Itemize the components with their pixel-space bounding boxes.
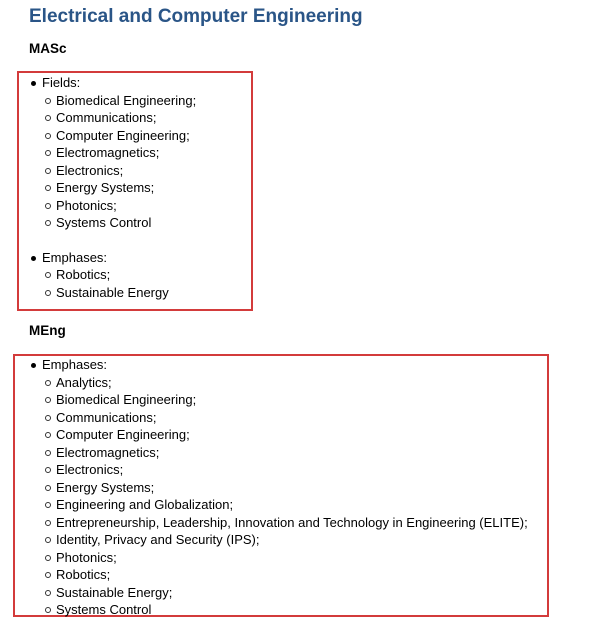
meng-heading: MEng <box>29 323 66 338</box>
masc-fields-list <box>42 92 196 232</box>
list-item: Entrepreneurship, Leadership, Innovation and Technology in Engineering (ELITE); <box>42 514 528 532</box>
meng-list <box>30 356 528 619</box>
list-item: Communications; <box>42 109 196 127</box>
list-item: Robotics; <box>42 266 196 284</box>
list-item: Electromagnetics; <box>42 144 196 162</box>
list-item: Electromagnetics; <box>42 444 528 462</box>
list-item: Analytics; <box>42 374 528 392</box>
list-item: Engineering and Globalization; <box>42 496 528 514</box>
list-item: Electronics; <box>42 461 528 479</box>
masc-heading: MASc <box>29 41 67 56</box>
list-item: Systems Control <box>42 601 528 619</box>
list-item: Photonics; <box>42 549 528 567</box>
list-item: Computer Engineering; <box>42 127 196 145</box>
list-item: Sustainable Energy; <box>42 584 528 602</box>
masc-emphases-item <box>30 249 196 302</box>
list-item: Biomedical Engineering; <box>42 391 528 409</box>
masc-emphases-list <box>42 266 196 301</box>
masc-fields-label: Fields: <box>42 75 81 90</box>
list-item: Robotics; <box>42 566 528 584</box>
meng-emphases-label: Emphases: <box>42 357 108 372</box>
list-item: Communications; <box>42 409 528 427</box>
list-item: Identity, Privacy and Security (IPS); <box>42 531 528 549</box>
list-item: Photonics; <box>42 197 196 215</box>
masc-fields-item <box>30 74 196 249</box>
list-item: Systems Control <box>42 214 196 232</box>
list-item: Sustainable Energy <box>42 284 196 302</box>
meng-emphases-item <box>30 356 528 619</box>
list-item: Electronics; <box>42 162 196 180</box>
masc-emphases-label: Emphases: <box>42 249 108 265</box>
meng-emphases-list <box>42 374 528 619</box>
page-title: Electrical and Computer Engineering <box>29 6 363 27</box>
list-item: Biomedical Engineering; <box>42 92 196 110</box>
masc-list <box>30 74 196 301</box>
list-item: Computer Engineering; <box>42 426 528 444</box>
list-item: Energy Systems; <box>42 179 196 197</box>
list-item: Energy Systems; <box>42 479 528 497</box>
